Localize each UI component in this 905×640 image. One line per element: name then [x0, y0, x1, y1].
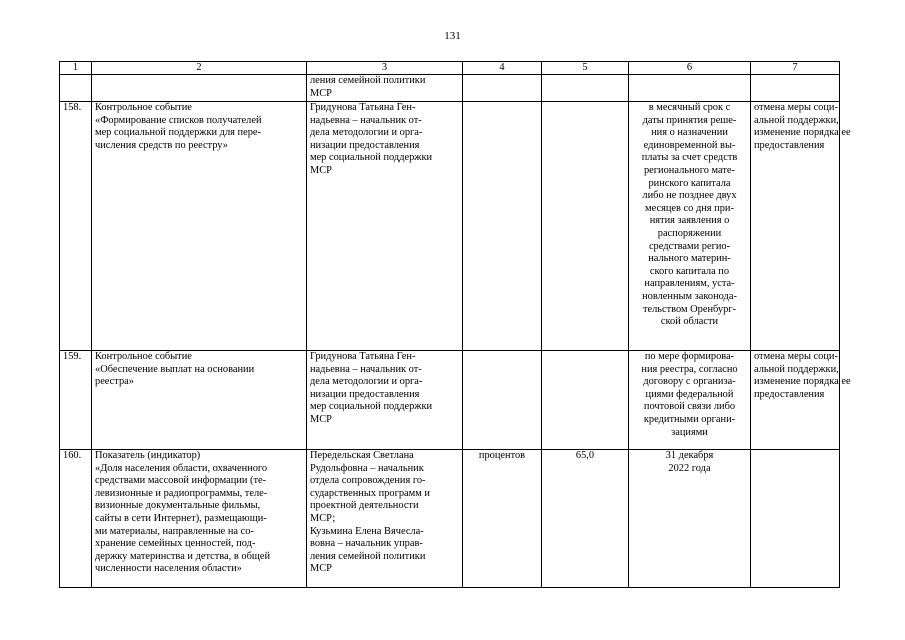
value-cell	[542, 351, 629, 450]
responsible-cell	[307, 450, 463, 588]
cell-line: ления семейной политики	[310, 75, 426, 86]
cell-line: альной поддержки,	[754, 363, 839, 375]
cell-line: новленным законода-	[642, 290, 737, 302]
cell-line: «Доля населения области, охваченного	[95, 462, 268, 474]
header-row	[60, 62, 840, 75]
cell-line: ния реестра, согласно	[641, 363, 738, 375]
unit-cell	[463, 75, 542, 102]
cell-line: средствами регио-	[648, 240, 731, 252]
cell-line: МСР	[310, 87, 332, 99]
cell-line: дела методологии и орга-	[310, 376, 423, 388]
cell-line: низации предоставления	[310, 139, 420, 151]
cell-line: Гридунова Татьяна Ген-	[310, 351, 416, 362]
column-header: 6	[629, 62, 751, 75]
cell-line: 31 декабря	[665, 450, 714, 461]
cell-line: ления семейной политики	[310, 550, 426, 562]
cell-line: тельством Оренбург-	[642, 303, 737, 315]
cell-line: сайты в сети Интернет), размещающи-	[95, 512, 267, 524]
column-header: 3	[307, 62, 463, 75]
consequence-cell	[751, 351, 851, 450]
cell-line: вовна – начальник управ-	[310, 538, 423, 550]
column-header: 5	[542, 62, 629, 75]
responsible-cell	[307, 102, 463, 351]
responsible-cell	[307, 351, 463, 450]
cell-line: средствами массовой информации (те-	[95, 475, 267, 487]
cell-line: предоставления	[754, 139, 825, 151]
event-cell	[92, 102, 307, 351]
event-cell	[92, 75, 307, 102]
deadline-cell	[629, 351, 751, 450]
cell-line: нятия заявления о	[649, 215, 730, 227]
consequence-cell	[751, 102, 851, 351]
cell-line: по мере формирова-	[644, 351, 735, 362]
cell-line: Контрольное событие	[95, 102, 192, 113]
cell-line: изменение порядка ее	[754, 127, 851, 139]
cell-line: зациями	[671, 426, 708, 438]
cell-line: надьевна – начальник от-	[310, 363, 422, 375]
cell-line: либо не позднее двух	[642, 190, 737, 202]
column-header: 4	[463, 62, 542, 75]
cell-line: МСР;	[310, 512, 336, 524]
cell-line: МСР	[310, 164, 332, 176]
cell-line: численности населения области»	[95, 563, 242, 575]
cell-line: кредитными органи-	[643, 413, 736, 425]
cell-line: мер социальной поддержки для пере-	[95, 127, 261, 139]
cell-line: держку материнства и детства, в общей	[95, 550, 271, 562]
cell-line: отдела сопровождения го-	[310, 475, 426, 487]
value-cell	[542, 75, 629, 102]
column-header: 2	[92, 62, 307, 75]
cell-line: сударственных программ и	[310, 487, 430, 499]
page-number: 131	[444, 30, 461, 42]
value-cell: 65,0	[542, 450, 629, 588]
cell-line: почтовой связи либо	[643, 401, 736, 413]
cell-line: даты принятия реше-	[642, 114, 737, 126]
table-row	[60, 102, 840, 351]
deadline-cell	[629, 75, 751, 102]
deadline-cell	[629, 102, 751, 351]
cell-line: Гридунова Татьяна Ген-	[310, 102, 416, 113]
cell-line: ния о назначении	[651, 127, 728, 139]
cell-line: числения средств по реестру»	[95, 139, 228, 151]
cell-line: предоставления	[754, 388, 825, 400]
column-header: 1	[60, 62, 92, 75]
cell-line: хранение семейных ценностей, под-	[95, 538, 256, 550]
row-number-cell: 159.	[60, 351, 92, 450]
consequence-cell	[751, 75, 840, 102]
table-row	[60, 450, 840, 588]
table-row	[60, 351, 840, 450]
value-cell	[542, 102, 629, 351]
consequence-cell	[751, 450, 840, 588]
cell-line: надьевна – начальник от-	[310, 114, 422, 126]
unit-cell	[463, 351, 542, 450]
unit-cell	[463, 102, 542, 351]
cell-line: Кузьмина Елена Вячесла-	[310, 525, 424, 537]
cell-line: распоряжении	[657, 227, 722, 239]
cell-line: направлениям, уста-	[644, 278, 735, 290]
column-header: 7	[751, 62, 840, 75]
cell-line: реестра»	[95, 376, 134, 388]
cell-line: циями федеральной	[645, 388, 734, 400]
cell-line: альной поддержки,	[754, 114, 839, 126]
indicator-cell	[92, 450, 307, 588]
cell-line: отмена меры соци-	[754, 102, 838, 113]
cell-line: единовременной вы-	[643, 139, 736, 151]
cell-line: МСР	[310, 563, 332, 575]
row-number-cell: 158.	[60, 102, 92, 351]
cell-line: левизионные и радиопрограммы, теле-	[95, 487, 268, 499]
cell-line: дела методологии и орга-	[310, 127, 423, 139]
cell-line: регионального мате-	[643, 164, 736, 176]
cell-line: в месячный срок с	[648, 102, 731, 113]
cell-line: Рудольфовна – начальник	[310, 462, 424, 474]
cell-line: Передельская Светлана	[310, 450, 414, 461]
cell-line: месяцев со дня при-	[645, 202, 734, 214]
cell-line: визионные документальные фильмы,	[95, 500, 261, 512]
cell-line: ской области	[660, 316, 719, 328]
cell-line: МСР	[310, 413, 332, 425]
event-cell	[92, 351, 307, 450]
cell-line: ринского капитала	[648, 177, 731, 189]
cell-line: низации предоставления	[310, 388, 420, 400]
row-number-cell: 160.	[60, 450, 92, 588]
unit-cell: процентов	[463, 450, 542, 588]
cell-line: отмена меры соци-	[754, 351, 838, 362]
cell-line: «Формирование списков получателей	[95, 114, 262, 126]
cell-line: платы за счет средств	[641, 152, 738, 164]
cell-line: нального материн-	[648, 253, 731, 265]
cell-line: договору с организа-	[643, 376, 736, 388]
cell-line: Показатель (индикатор)	[95, 450, 201, 461]
cell-line: изменение порядка ее	[754, 376, 851, 388]
cell-line: 2022 года	[668, 462, 711, 474]
cell-line: «Обеспечение выплат на основании	[95, 363, 255, 375]
cell-line: мер социальной поддержки	[310, 152, 433, 164]
responsible-cell	[307, 75, 463, 102]
cell-line: Контрольное событие	[95, 351, 192, 362]
plan-table	[59, 61, 851, 588]
cell-line: ского капитала по	[649, 265, 730, 277]
deadline-cell	[629, 450, 751, 588]
cell-line: проектной деятельности	[310, 500, 419, 512]
continuation-row	[60, 75, 840, 102]
cell-line: ми материалы, направленные на со-	[95, 525, 254, 537]
row-number-cell	[60, 75, 92, 102]
cell-line: мер социальной поддержки	[310, 401, 433, 413]
